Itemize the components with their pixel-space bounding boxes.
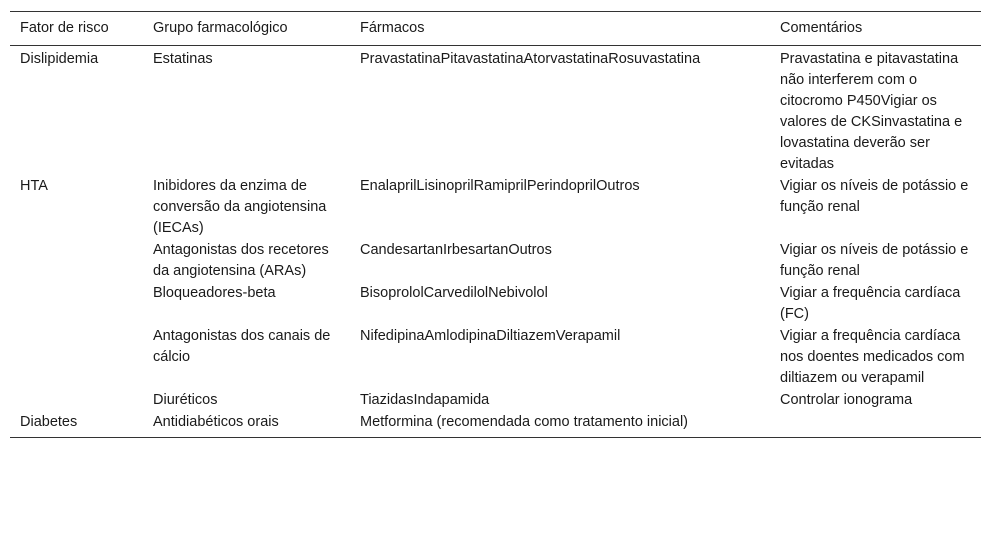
cell-group: Bloqueadores-beta — [153, 285, 276, 301]
cell-risk-factor — [10, 239, 143, 282]
cell-group: Inibidores da enzima de conversão da angiotensina (IECAs) — [153, 178, 327, 236]
cell-risk-factor — [10, 282, 143, 325]
cell-comments: Vigiar os níveis de potássio e função renal — [780, 178, 969, 215]
table-row — [10, 389, 981, 411]
risk-factor-table — [10, 11, 981, 438]
risk-factor-table-container — [10, 11, 981, 438]
table-row — [10, 239, 981, 282]
cell-drugs: PravastatinaPitavastatinaAtorvastatinaRosuvastatina — [360, 51, 701, 67]
table-row — [10, 175, 981, 239]
table-body — [10, 46, 981, 438]
cell-drugs: EnalaprilLisinoprilRamiprilPerindoprilOutros — [360, 178, 640, 194]
header-pharmacological-group: Grupo farmacológico — [143, 12, 350, 46]
cell-drugs: CandesartanIrbesartanOutros — [360, 242, 552, 258]
header-row — [10, 12, 981, 46]
table-row — [10, 411, 981, 438]
header-drugs: Fármacos — [350, 12, 770, 46]
header-comments: Comentários — [770, 12, 981, 46]
cell-risk-factor: Dislipidemia — [20, 51, 99, 67]
cell-drugs: BisoprololCarvedilolNebivolol — [360, 285, 548, 301]
cell-group: Estatinas — [153, 51, 213, 67]
cell-group: Diuréticos — [153, 392, 218, 408]
table-row — [10, 325, 981, 389]
cell-drugs: TiazidasIndapamida — [360, 392, 490, 408]
table-row — [10, 282, 981, 325]
cell-comments: Controlar ionograma — [780, 392, 913, 408]
cell-comments: Vigiar a frequência cardíaca (FC) — [780, 285, 961, 322]
cell-group: Antidiabéticos orais — [143, 411, 350, 438]
cell-risk-factor — [10, 389, 143, 411]
cell-drugs: NifedipinaAmlodipinaDiltiazemVerapamil — [360, 328, 621, 344]
table-row — [10, 46, 981, 176]
cell-comments: Vigiar a frequência cardíaca nos doentes medicados com diltiazem ou verapamil — [780, 328, 965, 386]
cell-group: Antagonistas dos canais de cálcio — [153, 328, 331, 365]
cell-drugs: Metformina (recomendada como tratamento inicial) — [350, 411, 770, 438]
cell-comments — [770, 411, 981, 438]
header-risk-factor: Fator de risco — [10, 12, 143, 46]
cell-risk-factor — [10, 325, 143, 389]
cell-comments: Vigiar os níveis de potássio e função renal — [780, 242, 969, 279]
cell-comments: Pravastatina e pitavastatina não interferem com o citocromo P450Vigiar os valores de CKSinvastatina e lovastatina deverão ser evitadas — [780, 51, 963, 172]
table-header — [10, 12, 981, 46]
cell-risk-factor: HTA — [20, 178, 48, 194]
cell-risk-factor: Diabetes — [10, 411, 143, 438]
cell-group: Antagonistas dos recetores da angiotensina (ARAs) — [153, 242, 329, 279]
